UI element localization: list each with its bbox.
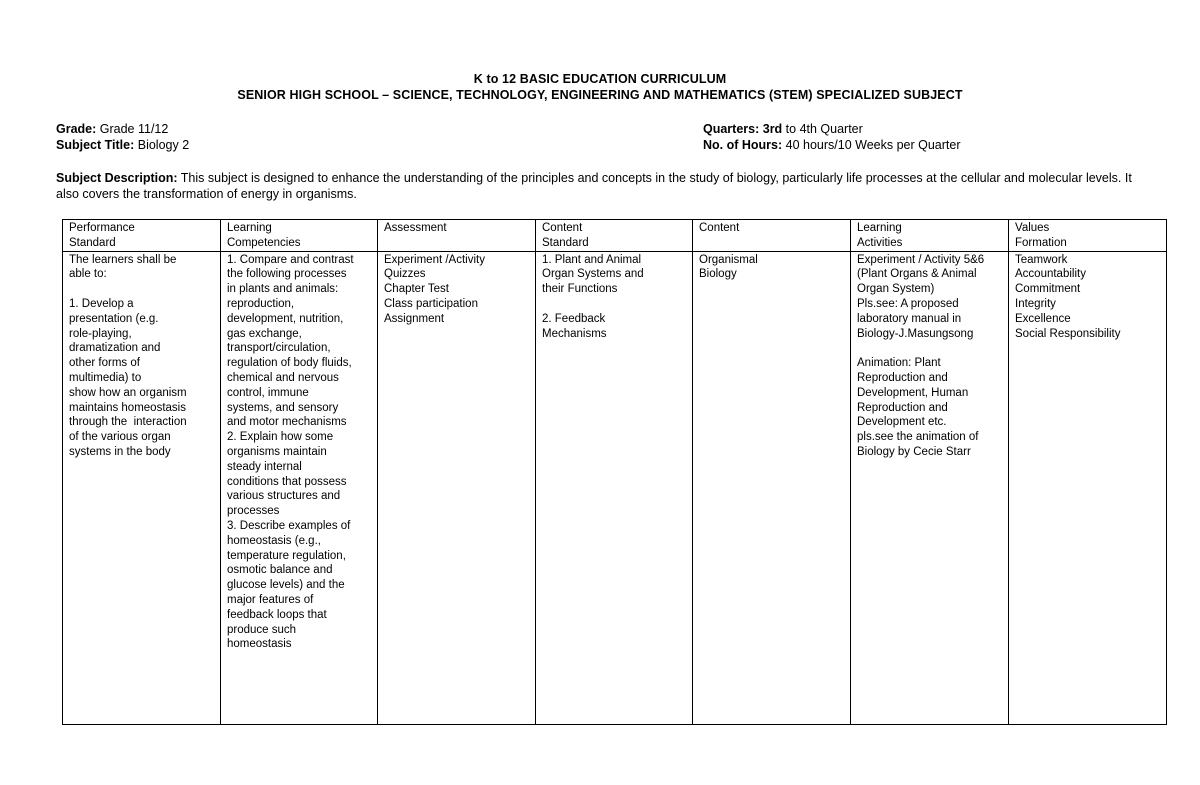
cell-text-line: 1. Compare and contrast [227,253,354,266]
cell-text-line: Commitment [1015,283,1081,296]
document-subtitle: SENIOR HIGH SCHOOL – SCIENCE, TECHNOLOGY, ENGINEERING AND MATHEMATICS (STEM) SPECIALIZED SUBJECT [237,88,963,102]
header-performance-standard [63,220,221,252]
header-assessment [378,220,536,252]
cell-text-line: able to: [69,268,107,281]
table-header-row [63,220,1167,252]
cell-text-line: Biology [699,268,737,281]
cell-text-line: Chapter Test [384,283,449,296]
cell-content [693,251,851,724]
cell-text-line: regulation of body fluids, [227,357,352,370]
subject-title-label: Subject Title: [56,138,135,152]
cell-assessment [378,251,536,724]
cell-text-line: conditions that possess [227,475,347,488]
cell-text-line: produce such [227,623,297,636]
cell-text-line: systems, and sensory [227,401,339,414]
cell-text-line: show how an organism [69,386,187,399]
grade-field [56,122,168,136]
cell-text-line [542,297,686,312]
header-learning-competencies [221,220,378,252]
cell-text-line: 1. Develop a [69,297,134,310]
cell-text-line: Integrity [1015,297,1056,310]
cell-text-line: 2. Feedback [542,312,606,325]
cell-text-line: Development etc. [857,416,947,429]
subject-title-field [56,138,189,152]
table-row [63,251,1167,724]
cell-text-line: Biology by Cecie Starr [857,445,971,458]
header-text-line: Formation [1015,236,1067,249]
header-text-line: Activities [857,236,903,249]
hours-value: 40 hours/10 Weeks per Quarter [782,138,961,152]
cell-text-line: homeostasis (e.g., [227,534,321,547]
header-text-line: Values [1015,222,1050,234]
hours-label: No. of Hours: [703,138,783,152]
quarters-label: Quarters: 3rd [703,122,783,136]
cell-text-line: Reproduction and [857,371,948,384]
cell-text-line: Biology-J.Masungsong [857,327,974,340]
cell-text-line: various structures and [227,490,341,503]
cell-text-line: Animation: Plant [857,357,941,370]
cell-text-line: Experiment / Activity 5&6 [857,253,985,266]
cell-text-line: Reproduction and [857,401,948,414]
cell-text-line: Development, Human [857,386,969,399]
cell-text-line: 1. Plant and Animal [542,253,642,266]
curriculum-table [62,219,1167,725]
cell-text-line: Class participation [384,297,478,310]
cell-text-line [857,341,1002,356]
cell-text-line: processes [227,505,280,518]
cell-text-line: other forms of [69,357,140,370]
cell-text-line: multimedia) to [69,371,142,384]
cell-text-line: Social Responsibility [1015,327,1121,340]
cell-text-line: steady internal [227,460,302,473]
header-text-line: Learning [227,222,272,234]
cell-text-line: Organ System) [857,283,935,296]
cell-values-formation [1009,251,1167,724]
cell-text-line: maintains homeostasis [69,401,186,414]
header-text-line: Assessment [384,222,447,234]
cell-learning-competencies [221,251,378,724]
cell-text-line: Pls.see: A proposed [857,297,959,310]
cell-text-line: chemical and nervous [227,371,339,384]
header-content [693,220,851,252]
cell-text-line: Experiment /Activity [384,253,485,266]
cell-text-line: laboratory manual in [857,312,962,325]
cell-text-line: development, nutrition, [227,312,344,325]
cell-text-line: 2. Explain how some [227,431,334,444]
cell-text-line: Excellence [1015,312,1071,325]
cell-learning-activities [851,251,1009,724]
subject-description-label: Subject Description: [56,171,178,185]
header-text-line: Content [542,222,583,234]
cell-text-line: feedback loops that [227,608,327,621]
quarters-value: to 4th Quarter [782,122,863,136]
cell-text-line: their Functions [542,283,618,296]
cell-text-line: and motor mechanisms [227,416,347,429]
header-values-formation [1009,220,1167,252]
header-text-line: Content [699,222,740,234]
cell-text-line: the following processes [227,268,347,281]
cell-text-line: Teamwork [1015,253,1068,266]
cell-text-line [69,282,214,297]
subject-description [56,170,1146,202]
cell-text-line: homeostasis [227,638,292,651]
cell-text-line: systems in the body [69,445,171,458]
cell-text-line: of the various organ [69,431,171,444]
cell-text-line: gas exchange, [227,327,302,340]
grade-value: Grade 11/12 [96,122,169,136]
cell-text-line: major features of [227,593,314,606]
document-title: K to 12 BASIC EDUCATION CURRICULUM [473,72,727,86]
cell-text-line: pls.see the animation of [857,431,979,444]
cell-text-line: temperature regulation, [227,549,346,562]
cell-text-line: Accountability [1015,268,1086,281]
cell-text-line: Assignment [384,312,445,325]
subject-description-text: This subject is designed to enhance the understanding of the principles and concepts in the study of biology, particularly life processes at the cellular and molecular levels. It also covers the transformation of energy in organisms. [56,171,1132,201]
header-text-line: Performance [69,222,135,234]
quarters-field [703,122,863,136]
cell-text-line: presentation (e.g. [69,312,159,325]
header-learning-activities [851,220,1009,252]
cell-text-line: role-playing, [69,327,132,340]
cell-text-line: Organismal [699,253,758,266]
header-content-standard [536,220,693,252]
cell-text-line: glucose levels) and the [227,579,345,592]
cell-text-line: dramatization and [69,342,161,355]
cell-text-line: (Plant Organs & Animal [857,268,977,281]
cell-text-line: Organ Systems and [542,268,644,281]
header-text-line: Competencies [227,236,301,249]
cell-text-line: osmotic balance and [227,564,333,577]
cell-text-line: The learners shall be [69,253,177,266]
grade-label: Grade: [56,122,97,136]
cell-performance-standard [63,251,221,724]
cell-text-line: organisms maintain [227,445,327,458]
hours-field [703,138,961,152]
cell-content-standard [536,251,693,724]
cell-text-line: control, immune [227,386,309,399]
header-text-line: Standard [69,236,116,249]
cell-text-line: Quizzes [384,268,426,281]
cell-text-line: reproduction, [227,297,295,310]
header-text-line: Learning [857,222,902,234]
cell-text-line: transport/circulation, [227,342,331,355]
cell-text-line: in plants and animals: [227,283,339,296]
subject-title-value: Biology 2 [134,138,190,152]
header-text-line: Standard [542,236,589,249]
cell-text-line: 3. Describe examples of [227,519,351,532]
cell-text-line: Mechanisms [542,327,607,340]
cell-text-line: through the interaction [69,416,187,429]
